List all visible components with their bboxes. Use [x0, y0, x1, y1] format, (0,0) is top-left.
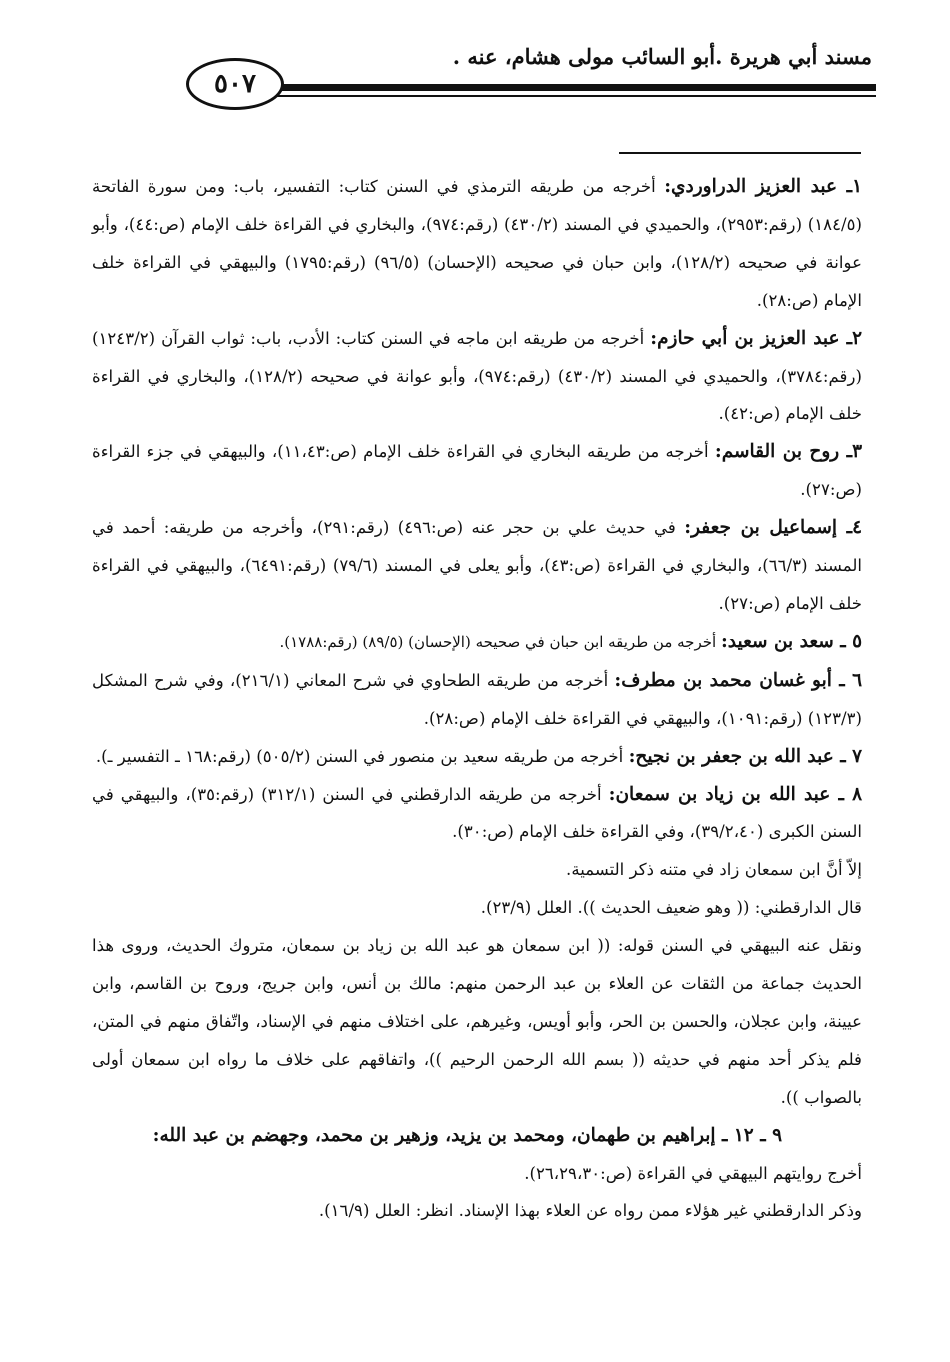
- footnote-4: [92, 509, 862, 623]
- header-rule-thin: [245, 95, 876, 97]
- footnote-3: [92, 433, 862, 509]
- footnote-1-head: ١ـ عبد العزيز الدراوردي:: [664, 176, 862, 197]
- continuation-line-2: قال الدارقطني: (( وهو ضعيف الحديث )). العلل (٢٣/٩).: [480, 898, 862, 918]
- footnote-2-text: أخرجه من طريقه ابن ماجه في السنن كتاب: الأدب، باب: ثواب القرآن (١٢٤٣/٢) (رقم:٣٧٨٤)، والحميدي في المسند (٤٣٠/٢) (رقم:٩٧٤)، وأبو عوانة في صحيحه (١٢٨/٢)، والبخاري في القراءة خلف الإمام (ص:٤٢).: [92, 328, 862, 424]
- footnote-2-head: ٢ـ عبد العزيز بن أبي حازم:: [650, 327, 863, 349]
- header-rule-thick: [245, 84, 876, 91]
- footnote-8-head: ٨ ـ عبد الله بن زياد بن سمعان:: [608, 783, 863, 805]
- continuation-line-1: إلاّ أنَّ ابن سمعان زاد في متنه ذكر التسمية.: [566, 860, 862, 880]
- footnote-5-text: أخرجه من طريقه ابن حبان في صحيحه (الإحسان) (٨٩/٥) (رقم:١٧٨٨).: [279, 632, 721, 651]
- running-title: مسند أبي هريرة .أبو السائب مولى هشام، عنه .: [452, 44, 872, 69]
- footnote-5-head: ٥ ـ سعد بن سعيد:: [720, 630, 862, 652]
- footnote-6: [92, 662, 862, 738]
- footnote-4-text: في حديث علي بن حجر عنه (ص:٤٩٦) (رقم:٢٩١)، وأخرجه من طريقه: أحمد في المسند (٦٦/٣)، والبخاري في القراءة (ص:٤٣)، وأبو يعلى في المسند (٧٩/٦) (رقم:٦٤٩١)، والبيهقي في القراءة خلف الإمام (ص:٢٧).: [92, 518, 863, 613]
- page-number: ٥٠٧: [186, 58, 284, 110]
- footnote-8: [92, 776, 862, 852]
- footnote-4-head: ٤ـ إسماعيل بن جعفر:: [684, 517, 862, 539]
- footnote-3-text: أخرجه من طريقه البخاري في القراءة خلف الإمام (ص:١١،٤٣)، والبيهقي في جزء القراءة (ص:٢٧).: [92, 442, 862, 500]
- group-note-line-1: أخرج روايتهم البيهقي في القراءة (ص:٢٦،٢٩،٣٠).: [524, 1163, 862, 1183]
- footnote-1-text: أخرجه من طريقه الترمذي في السنن كتاب: التفسير، باب: ومن سورة الفاتحة (١٨٤/٥) (رقم:٢٩٥٣)، والحميدي في المسند (٤٣٠/٢) (رقم:٩٧٤)، والبخاري في القراءة خلف الإمام (ص:٤٤)، وأبو عوانة في صحيحه (١٢٨/٢)، وابن حبان في صحيحه (الإحسان) (٩٦/٥) (رقم:١٧٩٥) والبيهقي في القراءة خلف الإمام (ص:٢٨).: [92, 177, 862, 310]
- footnote-rule: [619, 152, 861, 154]
- footnote-3-head: ٣ـ روح بن القاسم:: [714, 441, 862, 463]
- footnotes: [92, 168, 862, 1230]
- footnote-1: [92, 168, 862, 320]
- footnote-7-text: أخرجه من طريقه سعيد بن منصور في السنن (٥٠٥/٢) (رقم:١٦٨ ـ التفسير ـ).: [95, 746, 629, 766]
- footnote-6-head: ٦ ـ أبو غسان محمد بن مطرف:: [614, 669, 862, 691]
- footnote-2: [92, 320, 862, 434]
- group-note-line-2: وذكر الدارقطني غير هؤلاء ممن رواه عن العلاء بهذا الإسناد. انظر: العلل (١٦/٩).: [318, 1201, 862, 1221]
- footnote-5: [92, 623, 862, 662]
- footnote-6-text: أخرجه من طريقه الطحاوي في شرح المعاني (٢١٦/١)، وفي شرح المشكل (١٢٣/٣) (رقم:١٠٩١)، والبيهقي في القراءة خلف الإمام (ص:٢٨).: [92, 670, 862, 728]
- group-note-title: ٩ ـ ١٢ ـ إبراهيم بن طهمان، ومحمد بن يزيد، وزهير بن محمد، وجهضم بن عبد الله:: [152, 1124, 782, 1146]
- group-note-head: [92, 1117, 862, 1155]
- footnote-7-head: ٧ ـ عبد الله بن جعفر بن نجيح:: [628, 745, 862, 767]
- footnote-8-text: أخرجه من طريقه الدارقطني في السنن (٣١٢/١) (رقم:٣٥)، والبيهقي في السنن الكبرى (٣٩/٢،٤٠)، وفي القراءة خلف الإمام (ص:٣٠).: [92, 784, 862, 842]
- continuation-paragraph: ونقل عنه البيهقي في السنن قوله: (( ابن سمعان هو عبد الله بن زياد بن سمعان، متروك الحديث، وروى هذا الحديث جماعة من الثقات عن العلاء بن عبد الرحمن منهم: مالك بن أنس، وابن جريج، وروح بن القاسم، وابن عيينة، وابن عجلان، والحسن بن الحر، وأبو أويس، وغيرهم، على اختلاف منهم في الإسناد، واتّفاق منهم في المتن، فلم يذكر أحد منهم في حديثه (( بسم الله الرحمن الرحيم ))، واتفاقهم على خلاف ما رواه ابن سمعان أولى بالصواب )).: [92, 936, 862, 1107]
- footnote-7: [92, 738, 862, 776]
